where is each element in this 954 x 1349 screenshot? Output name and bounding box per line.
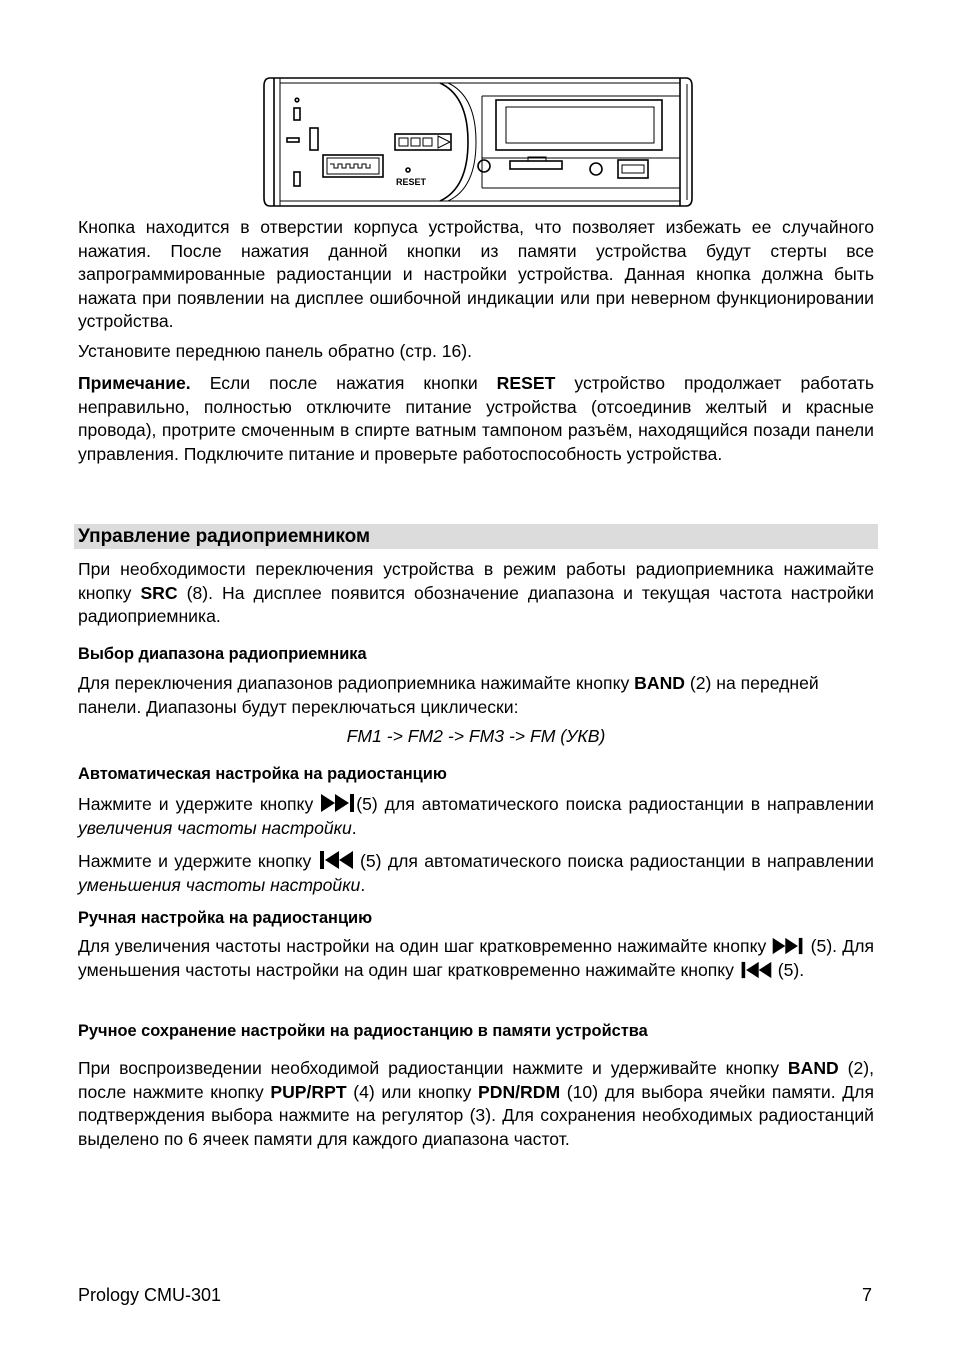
- src-keyword: SRC: [140, 582, 178, 603]
- reinstall-panel-text: Установите переднюю панель обратно (стр. 16).: [78, 341, 473, 361]
- pdn-rdm-keyword: PDN/RDM: [478, 1081, 561, 1102]
- device-front-panel-illustration: [260, 76, 696, 208]
- auto-tuning-heading: Автоматическая настройка на радиостанцию: [78, 765, 447, 783]
- next-track-icon: [771, 937, 805, 955]
- band-heading: Выбор диапазона радиоприемника: [78, 645, 367, 663]
- reset-description: Кнопка находится в отверстии корпуса устройства, что позволяет избежать ее случайного нажатия. После нажатия данной кнопки из памяти устройства будут стерты все запрограммированные радиостанции и настройки устройства. Данная кнопка должна быть нажата при появлении на дисплее ошибочной индикации или при неверном функционировании устройства.: [78, 217, 874, 332]
- manual-save-heading: Ручное сохранение настройки на радиостанцию в памяти устройства: [78, 1022, 648, 1040]
- section-title: Управление радиоприемником: [78, 526, 371, 547]
- radio-mode-paragraph: При необходимости переключения устройства в режим работы радиоприемника нажимайте кнопку SRC (8). На дисплее появится обозначение диапазона и текущая частота настройки радиоприемника.: [78, 559, 874, 627]
- auto-tuning-down-paragraph: Нажмите и удержите кнопку (5) для автоматического поиска радиостанции в направлении уменьшения частоты настройки.: [78, 851, 874, 895]
- band-paragraph: Для переключения диапазонов радиоприемника нажимайте кнопку BAND (2) на передней панели. Диапазоны будут переключаться циклически:: [78, 673, 819, 717]
- band-keyword: BAND: [634, 673, 685, 693]
- previous-track-icon: [739, 961, 773, 979]
- manual-save-paragraph: При воспроизведении необходимой радиостанции нажмите и удерживайте кнопку BAND (2), после нажмите кнопку PUP/RPT (4) или кнопку PDN/RDM (10) для выбора ячейки памяти. Для подтверждения выбора нажмите на регулятор (3). Для сохранения необходимых радиостанций выделено по 6 ячеек памяти для каждого диапазона частот.: [78, 1058, 875, 1149]
- previous-track-icon: [318, 850, 354, 870]
- pup-rpt-keyword: PUP/RPT: [270, 1081, 347, 1102]
- band-keyword: BAND: [787, 1058, 839, 1078]
- auto-tuning-up-paragraph: Нажмите и удержите кнопку (5) для автоматического поиска радиостанции в направлении увеличения частоты настройки.: [78, 794, 875, 838]
- reset-keyword: RESET: [496, 373, 556, 393]
- section-header-bar: [74, 524, 878, 549]
- note-label: Примечание.: [78, 373, 191, 393]
- manual-tuning-heading: Ручная настройка на радиостанцию: [78, 909, 373, 927]
- reset-label: RESET: [396, 177, 427, 187]
- note-paragraph: Примечание. Если после нажатия кнопки RESET устройство продолжает работать неправильно, полностью отключите питание устройства (отсоединив желтый и красные провода), протрите смоченным в спирте ватным тампоном разъём, находящийся позади панели управления. Подключите питание и проверьте работоспособность устройства.: [78, 373, 874, 464]
- next-track-icon: [320, 793, 356, 813]
- band-cycle: FM1 -> FM2 -> FM3 -> FM (УКВ): [346, 726, 606, 746]
- page-number: 7: [862, 1285, 873, 1305]
- footer-model: Prology CMU-301: [78, 1285, 222, 1305]
- manual-tuning-paragraph: Для увеличения частоты настройки на один шаг кратковременно нажимайте кнопку (5). Для уменьшения частоты настройки на один шаг кратковременно нажимайте кнопку (5).: [78, 936, 874, 980]
